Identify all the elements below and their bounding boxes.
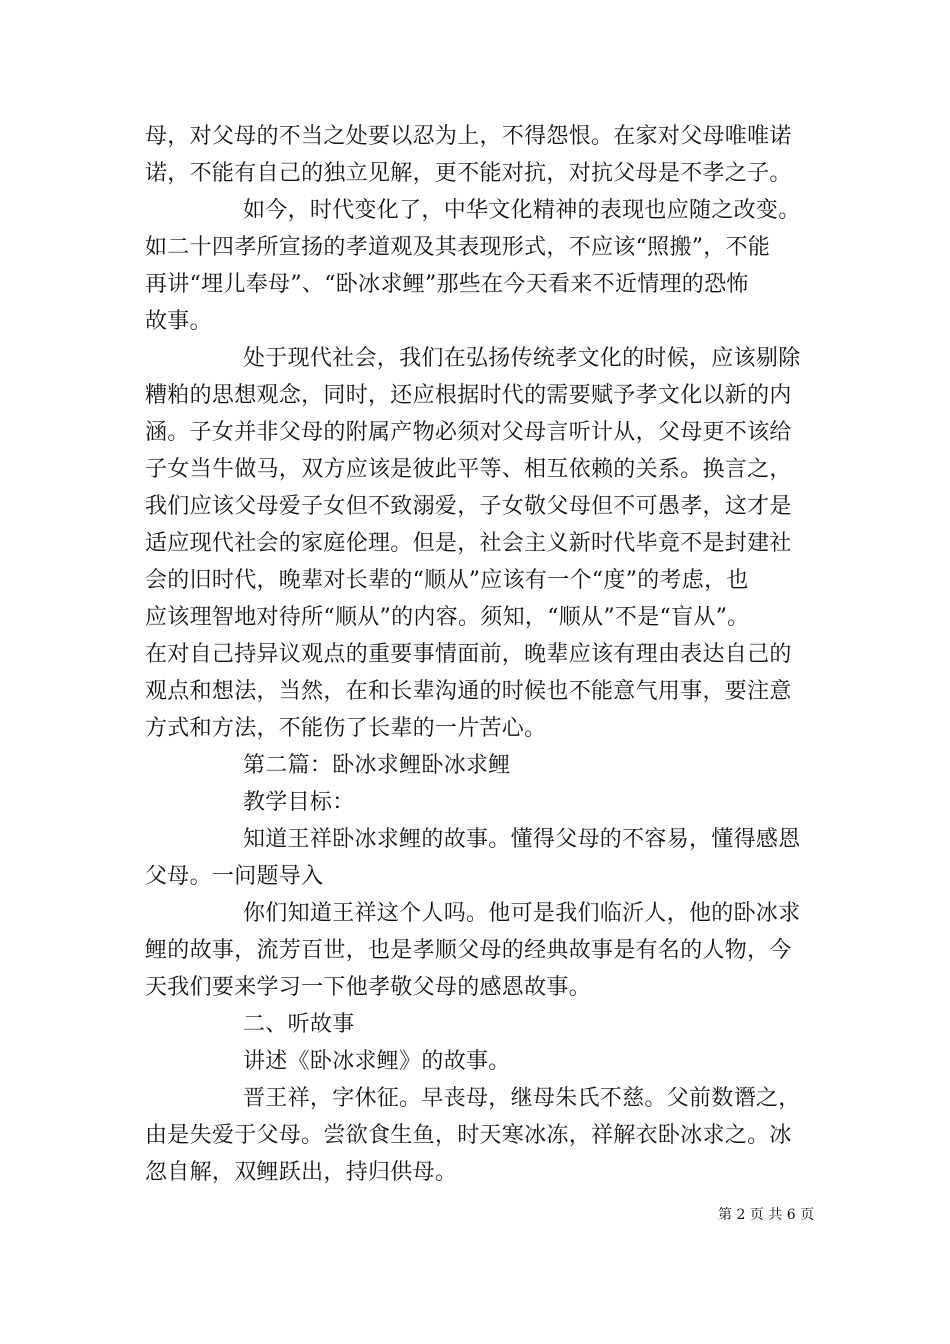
text-line: 诺，不能有自己的独立见解，更不能对抗，对抗父母是不孝之子。: [145, 161, 792, 186]
text-line: 会的旧时代，晚辈对长辈的“顺从”应该有一个“度”的考虑，也: [145, 568, 749, 593]
paragraph-start-line: 处于现代社会，我们在弘扬传统孝文化的时候，应该剔除: [243, 346, 801, 371]
text-line: 涵。子女并非父母的附属产物必须对父母言听计从，父母更不该给: [145, 420, 792, 445]
text-line: 观点和想法，当然，在和长辈沟通的时候也不能意气用事，要注意: [145, 679, 792, 704]
paragraph-start-line: 你们知道王祥这个人吗。他可是我们临沂人，他的卧冰求: [243, 901, 801, 926]
text-line: 鲤的故事，流芳百世，也是孝顺父母的经典故事是有名的人物，今: [145, 938, 792, 963]
text-line: 我们应该父母爱子女但不致溺爱，子女敬父母但不可愚孝，这才是: [145, 494, 792, 519]
text-line: 方式和方法，不能伤了长辈的一片苦心。: [145, 716, 547, 741]
text-line: 适应现代社会的家庭伦理。但是，社会主义新时代毕竟不是封建社: [145, 531, 792, 556]
paragraph-start-line: 讲述《卧冰求鲤》的故事。: [243, 1049, 511, 1074]
text-line: 如二十四孝所宣扬的孝道观及其表现形式，不应该“照搬”，不能: [145, 235, 771, 260]
text-line: 忽自解，双鲤跃出，持归供母。: [145, 1160, 458, 1185]
text-line: 在对自己持异议观点的重要事情面前，晚辈应该有理由表达自己的: [145, 642, 792, 667]
paragraph-start-line: 知道王祥卧冰求鲤的故事。懂得父母的不容易，懂得感恩: [243, 827, 801, 852]
text-line: 父母。一问题导入: [145, 864, 324, 889]
section-heading: 第二篇：卧冰求鲤卧冰求鲤: [243, 753, 511, 778]
page-number-footer: 第 2 页 共 6 页: [718, 1207, 815, 1223]
text-line: 糟粕的思想观念，同时，还应根据时代的需要赋予孝文化以新的内: [145, 383, 792, 408]
paragraph-start-line: 如今，时代变化了，中华文化精神的表现也应随之改变。: [243, 198, 801, 223]
text-line: 再讲“埋儿奉母”、“卧冰求鲤”那些在今天看来不近情理的恐怖: [145, 272, 749, 297]
text-line: 由是失爱于父母。尝欲食生鱼，时天寒冰冻，祥解衣卧冰求之。冰: [145, 1123, 792, 1148]
subheading: 二、听故事: [243, 1012, 355, 1037]
subheading: 教学目标：: [243, 790, 355, 815]
text-line: 应该理智地对待所“顺从”的内容。须知，“顺从”不是“盲从”。: [145, 605, 750, 630]
text-line: 子女当牛做马，双方应该是彼此平等、相互依赖的关系。换言之，: [145, 457, 792, 482]
text-line: 母，对父母的不当之处要以忍为上，不得怨恨。在家对父母唯唯诺: [145, 124, 792, 149]
text-line: 天我们要来学习一下他孝敬父母的感恩故事。: [145, 975, 592, 1000]
paragraph-start-line: 晋王祥，字休征。早丧母，继母朱氏不慈。父前数谮之，: [243, 1086, 801, 1111]
text-line: 故事。: [145, 309, 212, 334]
